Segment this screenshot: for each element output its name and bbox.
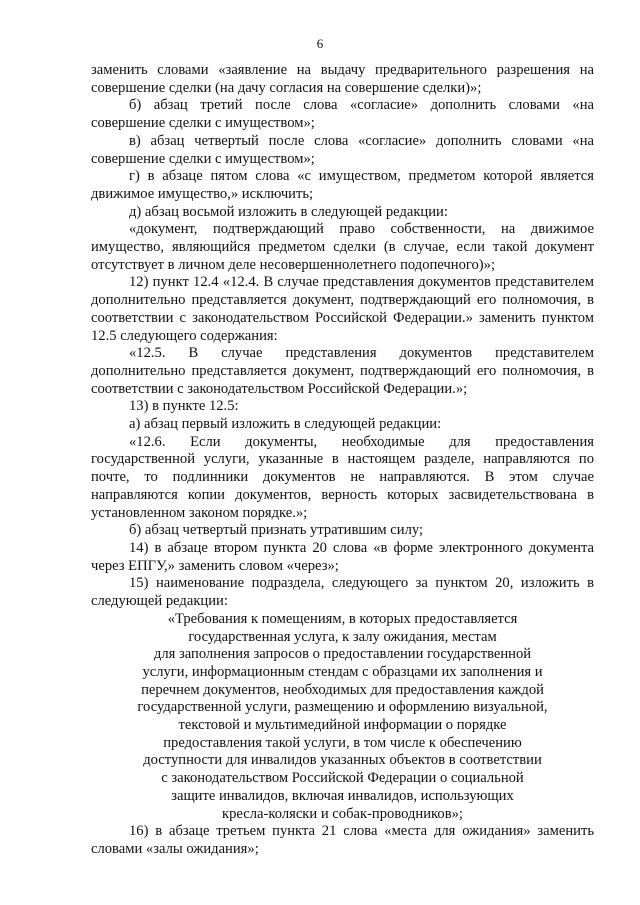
paragraph: б) абзац четвертый признать утратившим силу; [129,522,424,539]
quote-line: государственной услуги, размещению и оформлению визуальной, [137,699,548,716]
quote-line: кресла-коляски и собак-проводников»; [222,805,463,822]
paragraph: «12.6. Если документы, необходимые для предоставления государственной услуги, указанные в настоящем разделе, направляются по почте, то подлинники документов не направляются. В этом случае направляются копии документов, верность которых засвидетельствована в установленном законом порядке.»; [91,433,594,521]
quote-line: услуги, информационным стендам с образцами их заполнения и [142,663,543,680]
quote-line: «Требования к помещениям, в которых предоставляется [167,610,518,627]
paragraph: 14) в абзаце втором пункта 20 слова «в форме электронного документа через ЕПГУ,» заменить словом «через»; [91,539,594,574]
quote-line: текстовой и мультимедийной информации о порядке [178,717,507,734]
paragraph: «12.5. В случае представления документов представителем дополнительно представляется документ, подтверждающий его полномочия, в соответствии с законодательством Российской Федерации.»; [91,345,594,397]
paragraph: 13) в пункте 12.5: [129,398,239,415]
document-body [91,62,594,859]
quote-line: доступности для инвалидов указанных объектов в соответствии [143,752,542,769]
page-number: 6 [316,36,324,51]
quote-line: перечнем документов, необходимых для предоставления каждой [141,681,544,698]
paragraph: б) абзац третий после слова «согласие» дополнить словами «на совершение сделки с имуществом»; [91,97,594,132]
paragraph: д) абзац восьмой изложить в следующей редакции: [129,203,448,220]
subsection-title-quote [91,611,594,823]
paragraph: заменить словами «заявление на выдачу предварительного разрешения на совершение сделки (на дачу согласия на совершение сделки)»; [91,62,594,96]
paragraph: 12) пункт 12.4 «12.4. В случае представления документов представителем дополнительно представляется документ, подтверждающий его полномочия, в соответствии с законодательством Российской Федерации.» заменить пунктом 12.5 следующего содержания: [91,274,594,344]
quote-line: с законодательством Российской Федерации о социальной [161,770,524,787]
paragraph: «документ, подтверждающий право собственности, на движимое имущество, являющийся предметом сделки (в случае, если такой документ отсутствует в личном деле несовершеннолетнего подопечного)»; [91,221,594,273]
paragraph: 15) наименование подраздела, следующего за пунктом 20, изложить в следующей редакции: [91,575,594,610]
quote-line: предоставления такой услуги, в том числе к обеспечению [163,734,522,751]
paragraph: 16) в абзаце третьем пункта 21 слова «места для ожидания» заменить словами «залы ожидания»; [91,823,594,857]
paragraph: а) абзац первый изложить в следующей редакции: [129,416,442,433]
paragraph: г) в абзаце пятом слова «с имуществом, предметом которой является движимое имущество,» исключить; [91,168,594,202]
quote-line: защите инвалидов, включая инвалидов, использующих [171,787,514,804]
quote-line: государственная услуга, к залу ожидания, местам [188,628,497,645]
paragraph: в) абзац четвертый после слова «согласие» дополнить словами «на совершение сделки с имуществом»; [91,132,594,167]
quote-line: для заполнения запросов о предоставлении государственной [153,646,532,663]
